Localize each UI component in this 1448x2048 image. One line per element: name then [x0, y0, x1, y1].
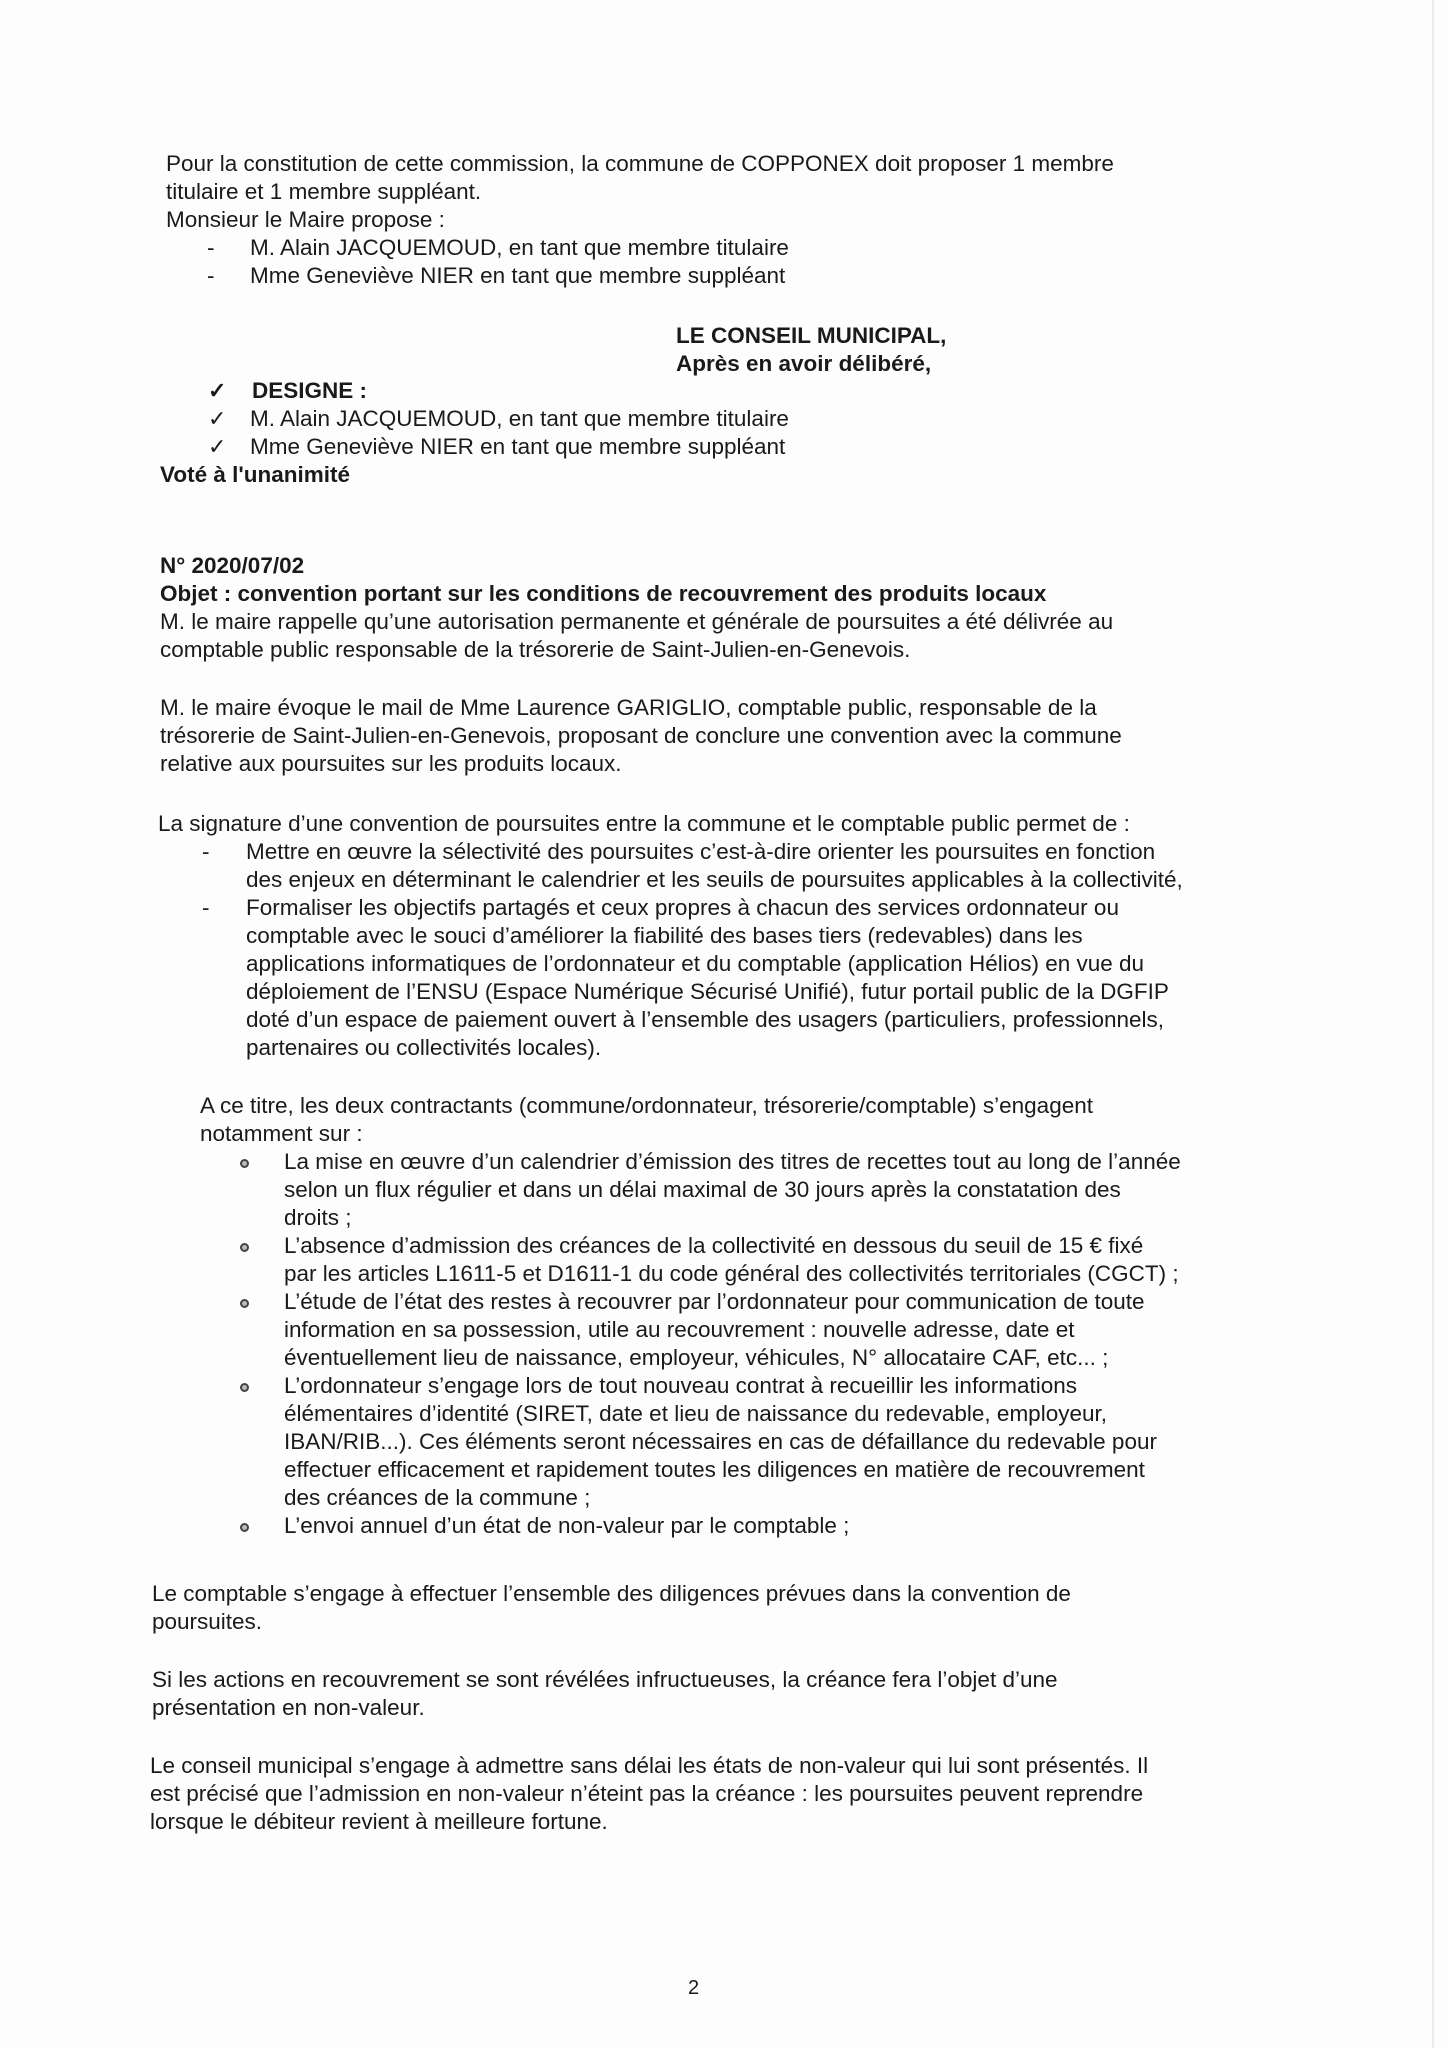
council-title: LE CONSEIL MUNICIPAL,	[676, 323, 947, 348]
list-item: - M. Alain JACQUEMOUD, en tant que membre titulaire	[207, 235, 789, 260]
list-item: ✓ Mme Geneviève NIER en tant que membre suppléant	[208, 434, 786, 459]
dash-bullet: -	[207, 263, 215, 288]
intro-line: titulaire et 1 membre suppléant.	[166, 179, 482, 204]
bullet-dot	[240, 1243, 249, 1252]
bullet-dot	[240, 1523, 249, 1532]
bullet-dot	[240, 1299, 249, 1308]
council-subtitle: Après en avoir délibéré,	[676, 351, 932, 376]
list-item: La mise en œuvre d’un calendrier d’émission des titres de recettes tout au long de l’année selon un flux régulier et dans un délai maximal de 30 jours après la constatation des droits ;	[240, 1148, 1280, 1232]
list-item: - Formaliser les objectifs partagés et ceux propres à chacun des services ordonnateur ou comptable avec le souci d’améliorer la fiabilité des bases tiers (redevables) dans les applications informatiques de l’ordonnateur et du comptable (application Hélios) en vue du déploiement de l’ENSU (Espace Numérique Sécurisé Unifié), futur portail public de la DGFIP doté d’un espace de paiement ouvert à l’ensemble des usagers (particuliers, professionnels, partenaires ou collectivités locales).	[202, 895, 1169, 1060]
bullet-dot	[240, 1159, 249, 1168]
list-item: ✓ M. Alain JACQUEMOUD, en tant que membre titulaire	[208, 406, 789, 431]
check-icon: ✓	[208, 434, 227, 459]
dash-bullet: -	[207, 235, 215, 260]
paragraph: A ce titre, les deux contractants (commune/ordonnateur, trésorerie/comptable) s’engagent notamment sur :	[200, 1093, 1093, 1146]
designe-line: ✓ DESIGNE :	[208, 378, 368, 403]
proposal-list	[166, 234, 1226, 290]
bullet-dot	[240, 1383, 249, 1392]
engagement-list	[240, 1148, 1280, 1540]
list-item: L’absence d’admission des créances de la collectivité en dessous du seuil de 15 € fixé par les articles L1611-5 et D1611-1 du code général des collectivités territoriales (CGCT) ;	[240, 1232, 1280, 1288]
page-number: 2	[688, 1977, 700, 1999]
check-icon: ✓	[208, 406, 227, 431]
decision-section	[160, 377, 1220, 489]
intro-section	[166, 150, 1226, 290]
deliberation-header	[160, 552, 1260, 608]
deliberation-object: Objet : convention portant sur les conditions de recouvrement des produits locaux	[160, 581, 1047, 606]
vote-result: Voté à l'unanimité	[160, 462, 350, 487]
list-item: - Mme Geneviève NIER en tant que membre suppléant	[207, 263, 786, 288]
scan-edge	[1432, 0, 1434, 2048]
dash-bullet: -	[202, 895, 210, 920]
paragraph: Le conseil municipal s’engage à admettre sans délai les états de non-valeur qui lui sont présentés. Il est précisé que l’admission en non-valeur n’éteint pas la créance : les poursuites peuvent reprendre lorsque le débiteur revient à meilleure fortune.	[150, 1753, 1149, 1834]
paragraph: Si les actions en recouvrement se sont révélées infructueuses, la créance fera l’objet d’une présentation en non-valeur.	[152, 1667, 1058, 1720]
intro-line: Monsieur le Maire propose :	[166, 207, 445, 232]
list-item: L’étude de l’état des restes à recouvrer par l’ordonnateur pour communication de toute information en sa possession, utile au recouvrement : nouvelle adresse, date et éventuellement lieu de naissance, employeur, véhicules, N° allocataire CAF, etc... ;	[240, 1288, 1280, 1372]
paragraph: M. le maire rappelle qu’une autorisation permanente et générale de poursuites a été délivrée au comptable public responsable de la trésorerie de Saint-Julien-en-Genevois.	[160, 609, 1114, 662]
check-icon: ✓	[208, 378, 227, 403]
list-item: L’ordonnateur s’engage lors de tout nouveau contrat à recueillir les informations élémentaires d’identité (SIRET, date et lieu de naissance du redevable, employeur, IBAN/RIB...). Ces éléments seront nécessaires en cas de défaillance du redevable pour effectuer efficacement et rapidement toutes les diligences en matière de recouvrement des créances de la commune ;	[240, 1372, 1280, 1512]
list-item: L’envoi annuel d’un état de non-valeur par le comptable ;	[240, 1512, 1280, 1540]
council-heading	[676, 322, 946, 378]
paragraph: La signature d’une convention de poursuites entre la commune et le comptable public permet de : - Mettre en œuvre la sélectivité des poursuites c’est-à-dire orienter les poursuites en fonction des enjeux en déterminant le calendrier et les seuils de poursuites applicables à la collectivité, - Formaliser les objectifs partagés et ceux propres à chacun des services ordonnateur ou comptable avec le souci d’améliorer la fiabilité des bases tiers (redevables) dans les applications informatiques de l’ordonnateur et du comptable (application Hélios) en vue du déploiement de l’ENSU (Espace Numérique Sécurisé Unifié), futur portail public de la DGFIP doté d’un espace de paiement ouvert à l’ensemble des usagers (particuliers, professionnels, partenaires ou collectivités locales).	[158, 810, 1278, 1062]
dash-bullet: -	[202, 839, 210, 864]
intro-line: Pour la constitution de cette commission, la commune de COPPONEX doit proposer 1 membre	[166, 151, 1114, 176]
paragraph: M. le maire évoque le mail de Mme Laurence GARIGLIO, comptable public, responsable de la trésorerie de Saint-Julien-en-Genevois, proposant de conclure une convention avec la commune relative aux poursuites sur les produits locaux.	[160, 695, 1122, 776]
paragraph: Le comptable s’engage à effectuer l’ensemble des diligences prévues dans la convention de poursuites.	[152, 1581, 1071, 1634]
deliberation-number: N° 2020/07/02	[160, 553, 305, 578]
list-item: - Mettre en œuvre la sélectivité des poursuites c’est-à-dire orienter les poursuites en fonction des enjeux en déterminant le calendrier et les seuils de poursuites applicables à la collectivité,	[202, 839, 1183, 892]
